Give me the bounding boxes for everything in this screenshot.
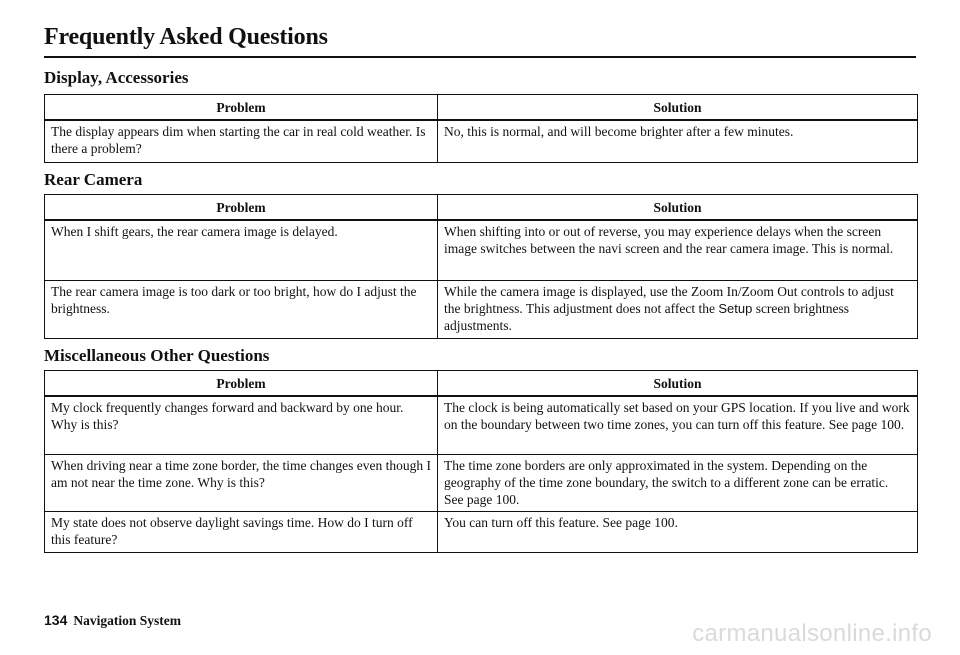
table-row xyxy=(45,280,918,338)
table-row xyxy=(45,120,918,162)
column-header-solution: Solution xyxy=(438,371,918,397)
solution-cell: The clock is being automatically set based on your GPS location. If you live and work on the boundary between two time zones, you can turn off this feature. See page 100. xyxy=(438,396,918,454)
table-header-row xyxy=(45,195,918,221)
column-header-problem: Problem xyxy=(45,371,438,397)
table-row xyxy=(45,396,918,454)
problem-cell: My state does not observe daylight savings time. How do I turn off this feature? xyxy=(45,511,438,552)
table-row xyxy=(45,454,918,511)
solution-cell: When shifting into or out of reverse, you may experience delays when the screen image switches between the navi screen and the rear camera image. This is normal. xyxy=(438,220,918,280)
section-heading-display-accessories: Display, Accessories xyxy=(44,68,189,87)
solution-cell: No, this is normal, and will become brighter after a few minutes. xyxy=(438,120,918,162)
problem-cell: When I shift gears, the rear camera image is delayed. xyxy=(45,220,438,280)
table-header-row xyxy=(45,371,918,397)
solution-cell: The time zone borders are only approximated in the system. Depending on the geography of the time zone boundary, the switch to a different zone can be erratic. See page 100. xyxy=(438,454,918,511)
solution-cell xyxy=(438,280,918,338)
table-row xyxy=(45,220,918,280)
title-rule xyxy=(44,56,916,58)
footer-title: Navigation System xyxy=(73,613,181,628)
page-footer xyxy=(44,612,181,630)
setup-term: Setup xyxy=(718,300,753,316)
solution-cell: You can turn off this feature. See page 100. xyxy=(438,511,918,552)
column-header-solution: Solution xyxy=(438,95,918,121)
faq-table-display-accessories xyxy=(44,94,918,163)
faq-table-miscellaneous xyxy=(44,370,918,553)
section-heading-rear-camera: Rear Camera xyxy=(44,170,143,189)
faq-table-rear-camera xyxy=(44,194,918,339)
column-header-problem: Problem xyxy=(45,195,438,221)
column-header-solution: Solution xyxy=(438,195,918,221)
table-row xyxy=(45,511,918,552)
table-header-row xyxy=(45,95,918,121)
solution-text: While the camera image is displayed, use the Zoom In/Zoom Out controls to adjust the brightness. This adjustment does not affect the xyxy=(444,283,894,316)
solution-text: screen brightness adjustments. xyxy=(444,300,850,333)
page-title: Frequently Asked Questions xyxy=(44,24,328,50)
problem-cell: When driving near a time zone border, the time changes even though I am not near the time zone. Why is this? xyxy=(45,454,438,511)
section-heading-miscellaneous: Miscellaneous Other Questions xyxy=(44,346,270,365)
page-number: 134 xyxy=(44,612,68,628)
column-header-problem: Problem xyxy=(45,95,438,121)
problem-cell: The display appears dim when starting the car in real cold weather. Is there a problem? xyxy=(45,120,438,162)
problem-cell: My clock frequently changes forward and backward by one hour. Why is this? xyxy=(45,396,438,454)
watermark: carmanualsonline.info xyxy=(692,620,932,647)
problem-cell: The rear camera image is too dark or too bright, how do I adjust the brightness. xyxy=(45,280,438,338)
